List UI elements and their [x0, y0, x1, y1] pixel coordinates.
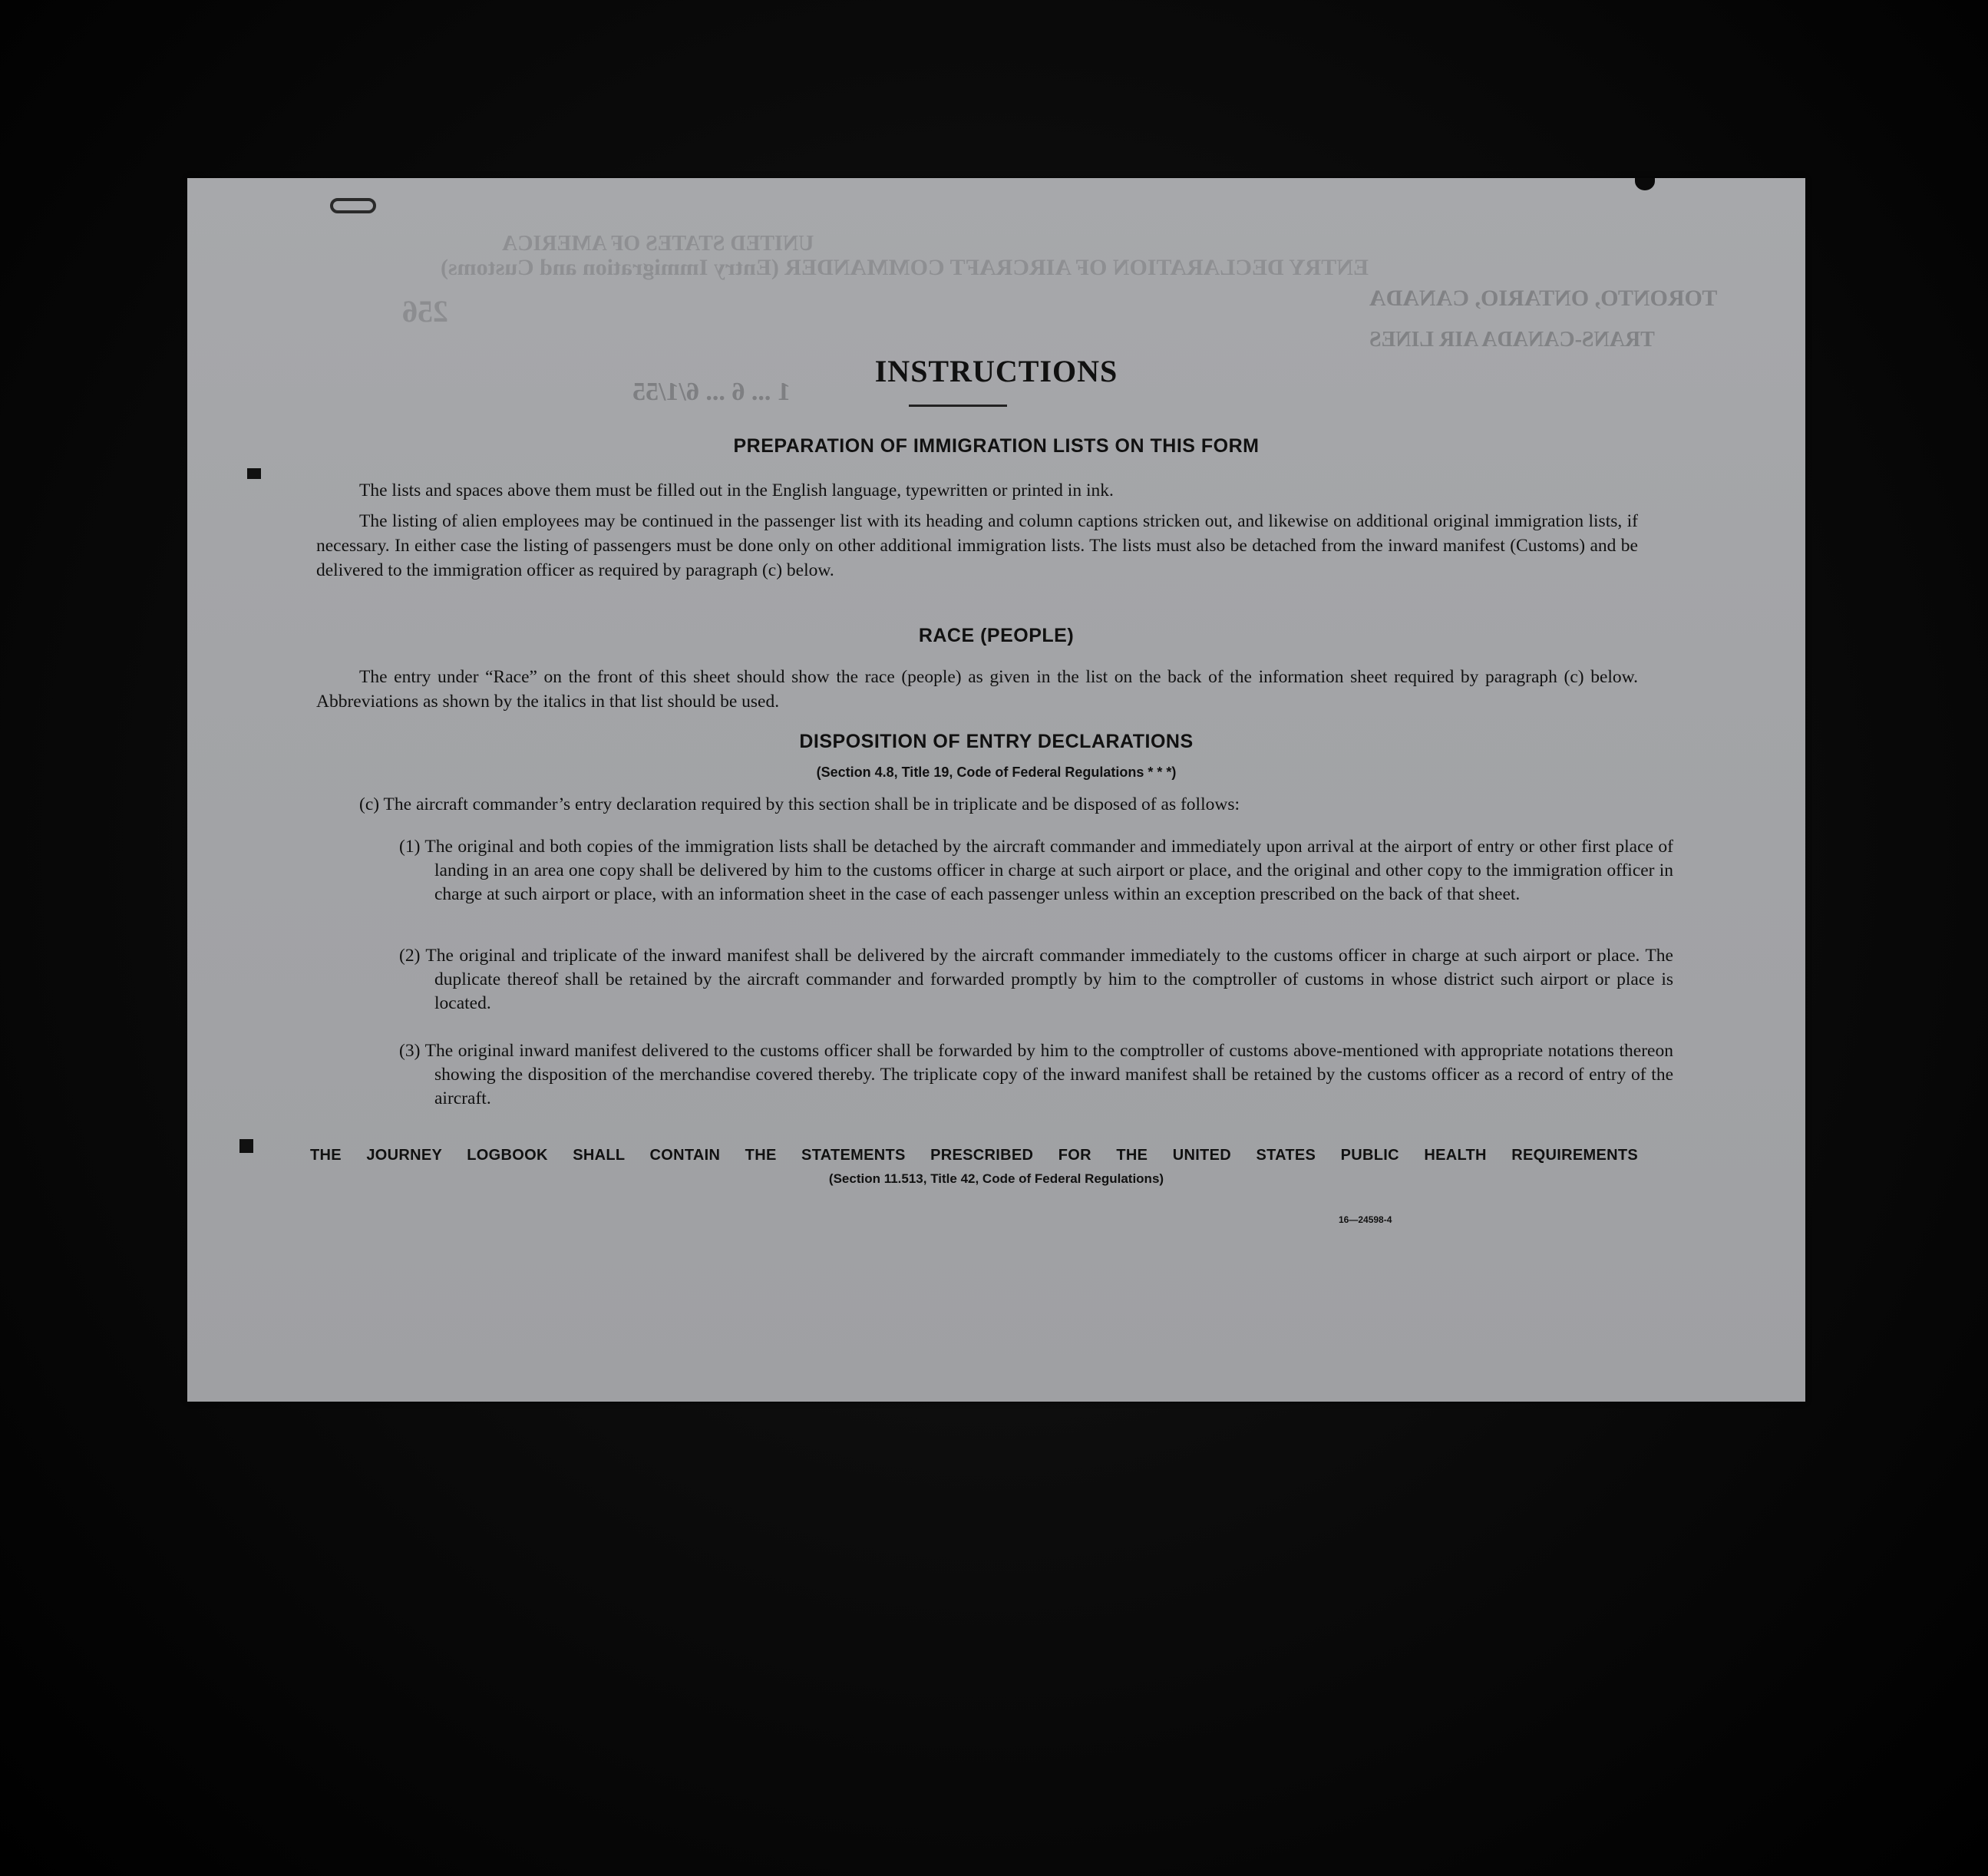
bleed-through-text: 256 — [402, 294, 448, 329]
section-heading: RACE (PEOPLE) — [918, 625, 1075, 646]
list-item: (3) The original inward manifest delivered to the customs officer shall be forwarded by him to the comptroller of customs above-mentioned with appropriate notations thereon showing the disposition of the merchandise covered thereby. The triplicate copy of the inward manifest shall be retained by the customs officer as a record of entry of the aircraft. — [399, 1041, 1673, 1108]
paragraph: The lists and spaces above them must be filled out in the English language, typewritten or printed in ink. — [359, 481, 1114, 500]
page-title: INSTRUCTIONS — [874, 354, 1118, 388]
footer-citation: (Section 11.513, Title 42, Code of Federal Regulations) — [828, 1171, 1164, 1186]
footer-statement: THE JOURNEY LOGBOOK SHALL CONTAIN THE STATEMENTS PRESCRIBED FOR THE UNITED STATES PUBLIC HEALTH REQUIREMENTS — [310, 1147, 1638, 1164]
instructions-content — [187, 178, 1805, 1402]
paragraph: (c) The aircraft commander’s entry declaration required by this section shall be in triplicate and be disposed of as follows: — [359, 794, 1240, 814]
paragraph: The listing of alien employees may be continued in the passenger list with its heading and column captions stricken out, and likewise on additional original immigration lists, if necessary. In either case the listing of passengers must be done only on other additional immigration lists. The lists must also be detached from the inward manifest (Customs) and be delivered to the immigration officer as required by paragraph (c) below. — [316, 511, 1638, 580]
list-item: (1) The original and both copies of the immigration lists shall be detached by the aircraft commander and immediately upon arrival at the airport of entry or other first place of landing in an area one copy shall be delivered by him to the customs officer in charge at such airport or place, and the original and other copy to the immigration officer in charge at such airport or place, with an information sheet in the case of each passenger unless within an exception prescribed on the back of that sheet. — [399, 837, 1673, 904]
bleed-through-text: UNITED STATES OF AMERICA — [502, 232, 814, 256]
bleed-through-text: ENTRY DECLARATION OF AIRCRAFT COMMANDER (Entry Immigration and Customs) — [441, 255, 1369, 280]
document-sheet — [187, 178, 1805, 1402]
paragraph: The entry under “Race” on the front of this sheet should show the race (people) as given in the list on the back of the information sheet required by paragraph (c) below. Abbreviations as shown by the italics in that list should be used. — [316, 667, 1638, 712]
section-heading: PREPARATION OF IMMIGRATION LISTS ON THIS FORM — [733, 435, 1260, 457]
section-heading: DISPOSITION OF ENTRY DECLARATIONS — [799, 731, 1194, 752]
bleed-through-text: TRANS-CANADA AIR LINES — [1369, 328, 1655, 352]
bleed-through-text: 1 ... 6 ... 6/1/55 — [632, 378, 791, 406]
form-number: 16—24598-4 — [1339, 1214, 1392, 1225]
title-underline — [909, 405, 1007, 407]
list-item: (2) The original and triplicate of the inward manifest shall be delivered by the aircraft commander immediately to the customs officer in charge at such airport or place. The duplicate thereof shall be retained by the aircraft commander and forwarded promptly by him to the comptroller of customs in whose district such airport or place is located. — [399, 946, 1673, 1013]
section-subheading: (Section 4.8, Title 19, Code of Federal Regulations * * *) — [816, 765, 1177, 780]
bleed-through-text: TORONTO, ONTARIO, CANADA — [1369, 286, 1718, 311]
